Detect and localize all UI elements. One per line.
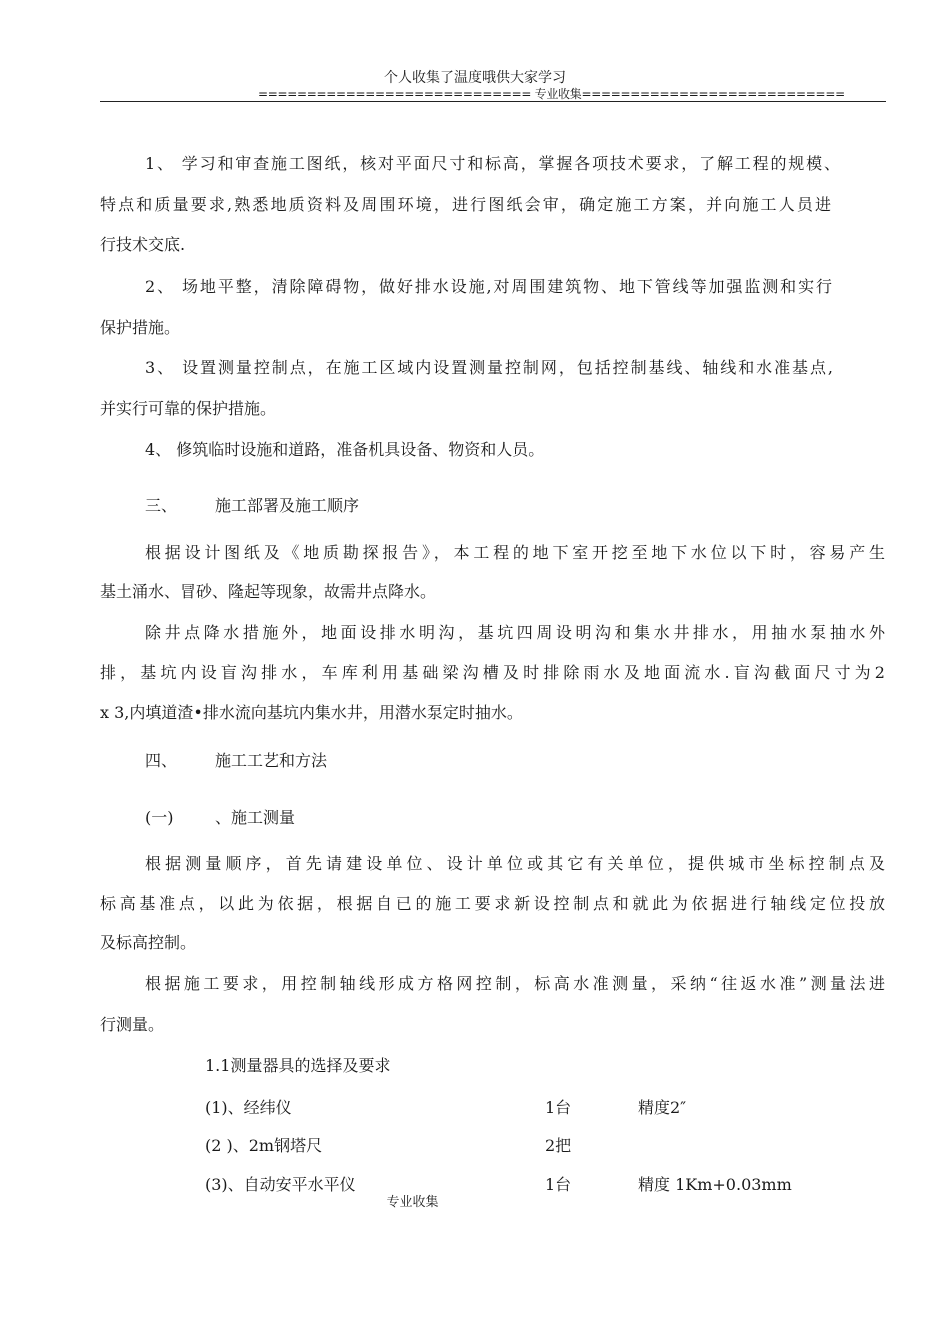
section-heading bbox=[145, 495, 445, 517]
heading-number: (一) bbox=[145, 808, 174, 827]
text-line: 行技术交底. bbox=[100, 235, 186, 254]
text-line: 除井点降水措施外，地面设排水明沟，基坑四周设明沟和集水井排水，用抽水泵抽水外 bbox=[145, 623, 885, 642]
heading-text: 施工工艺和方法 bbox=[215, 751, 328, 770]
instrument-qty: 1台 bbox=[545, 1175, 572, 1194]
text-line: 根据施工要求，用控制轴线形成方格网控制，标高水准测量，采纳“往返水准”测量法进 bbox=[145, 974, 885, 993]
header-subtitle: ============================ 专业收集=========================== bbox=[258, 87, 845, 101]
text-line: 标高基准点，以此为依据，根据自已的施工要求新设控制点和就此为依据进行轴线定位投放 bbox=[100, 894, 885, 913]
text-line: 2、 场地平整，清除障碍物，做好排水设施,对周围建筑物、地下管线等加强监测和实行 bbox=[145, 277, 832, 296]
text-line: 根据设计图纸及《地质勘探报告》，本工程的地下室开挖至地下水位以下时，容易产生 bbox=[145, 543, 885, 562]
text-line: 及标高控制。 bbox=[100, 933, 197, 952]
text-line: 并实行可靠的保护措施。 bbox=[100, 399, 277, 418]
instrument-name: (3)、自动安平水平仪 bbox=[205, 1175, 356, 1194]
instrument-spec: 精度2″ bbox=[638, 1098, 687, 1117]
page-footer: 专业收集 bbox=[386, 1195, 439, 1210]
text-line: x 3,内填道渣•排水流向基坑内集水井，用潜水泵定时抽水。 bbox=[100, 703, 523, 722]
text-line: 保护措施。 bbox=[100, 318, 181, 337]
instrument-name: (2 )、2m钢塔尺 bbox=[205, 1136, 323, 1155]
instruments-title: 1.1测量器具的选择及要求 bbox=[205, 1056, 391, 1075]
subsection-heading bbox=[145, 807, 445, 829]
text-line: 排，基坑内设盲沟排水，车库利用基础梁沟槽及时排除雨水及地面流水.盲沟截面尺寸为2 bbox=[100, 663, 885, 682]
text-line: 特点和质量要求,熟悉地质资料及周围环境，进行图纸会审，确定施工方案，并向施工人员进 bbox=[100, 195, 831, 214]
heading-number: 三、 bbox=[145, 496, 178, 515]
section-heading bbox=[145, 750, 445, 772]
text-line: 行测量。 bbox=[100, 1015, 165, 1034]
instrument-name: (1)、经纬仪 bbox=[205, 1098, 292, 1117]
heading-text: 施工部署及施工顺序 bbox=[215, 496, 360, 515]
text-line: 1、 学习和审查施工图纸，核对平面尺寸和标高，掌握各项技术要求，了解工程的规模、 bbox=[145, 154, 840, 173]
text-line: 根据测量顺序，首先请建设单位、设计单位或其它有关单位，提供城市坐标控制点及 bbox=[145, 854, 885, 873]
instrument-qty: 2把 bbox=[545, 1136, 572, 1155]
text-line: 基土涌水、冒砂、隆起等现象，故需井点降水。 bbox=[100, 582, 437, 601]
heading-number: 四、 bbox=[145, 751, 178, 770]
instrument-qty: 1台 bbox=[545, 1098, 572, 1117]
text-line: 4、 修筑临时设施和道路，准备机具设备、物资和人员。 bbox=[145, 440, 545, 459]
instrument-spec: 精度 1Km+0.03mm bbox=[638, 1175, 792, 1194]
header-title: 个人收集了温度哦供大家学习 bbox=[384, 70, 566, 86]
text-line: 3、 设置测量控制点，在施工区域内设置测量控制网，包括控制基线、轴线和水准基点, bbox=[145, 358, 833, 377]
heading-text: 、施工测量 bbox=[215, 808, 296, 827]
header-rule bbox=[100, 101, 886, 102]
